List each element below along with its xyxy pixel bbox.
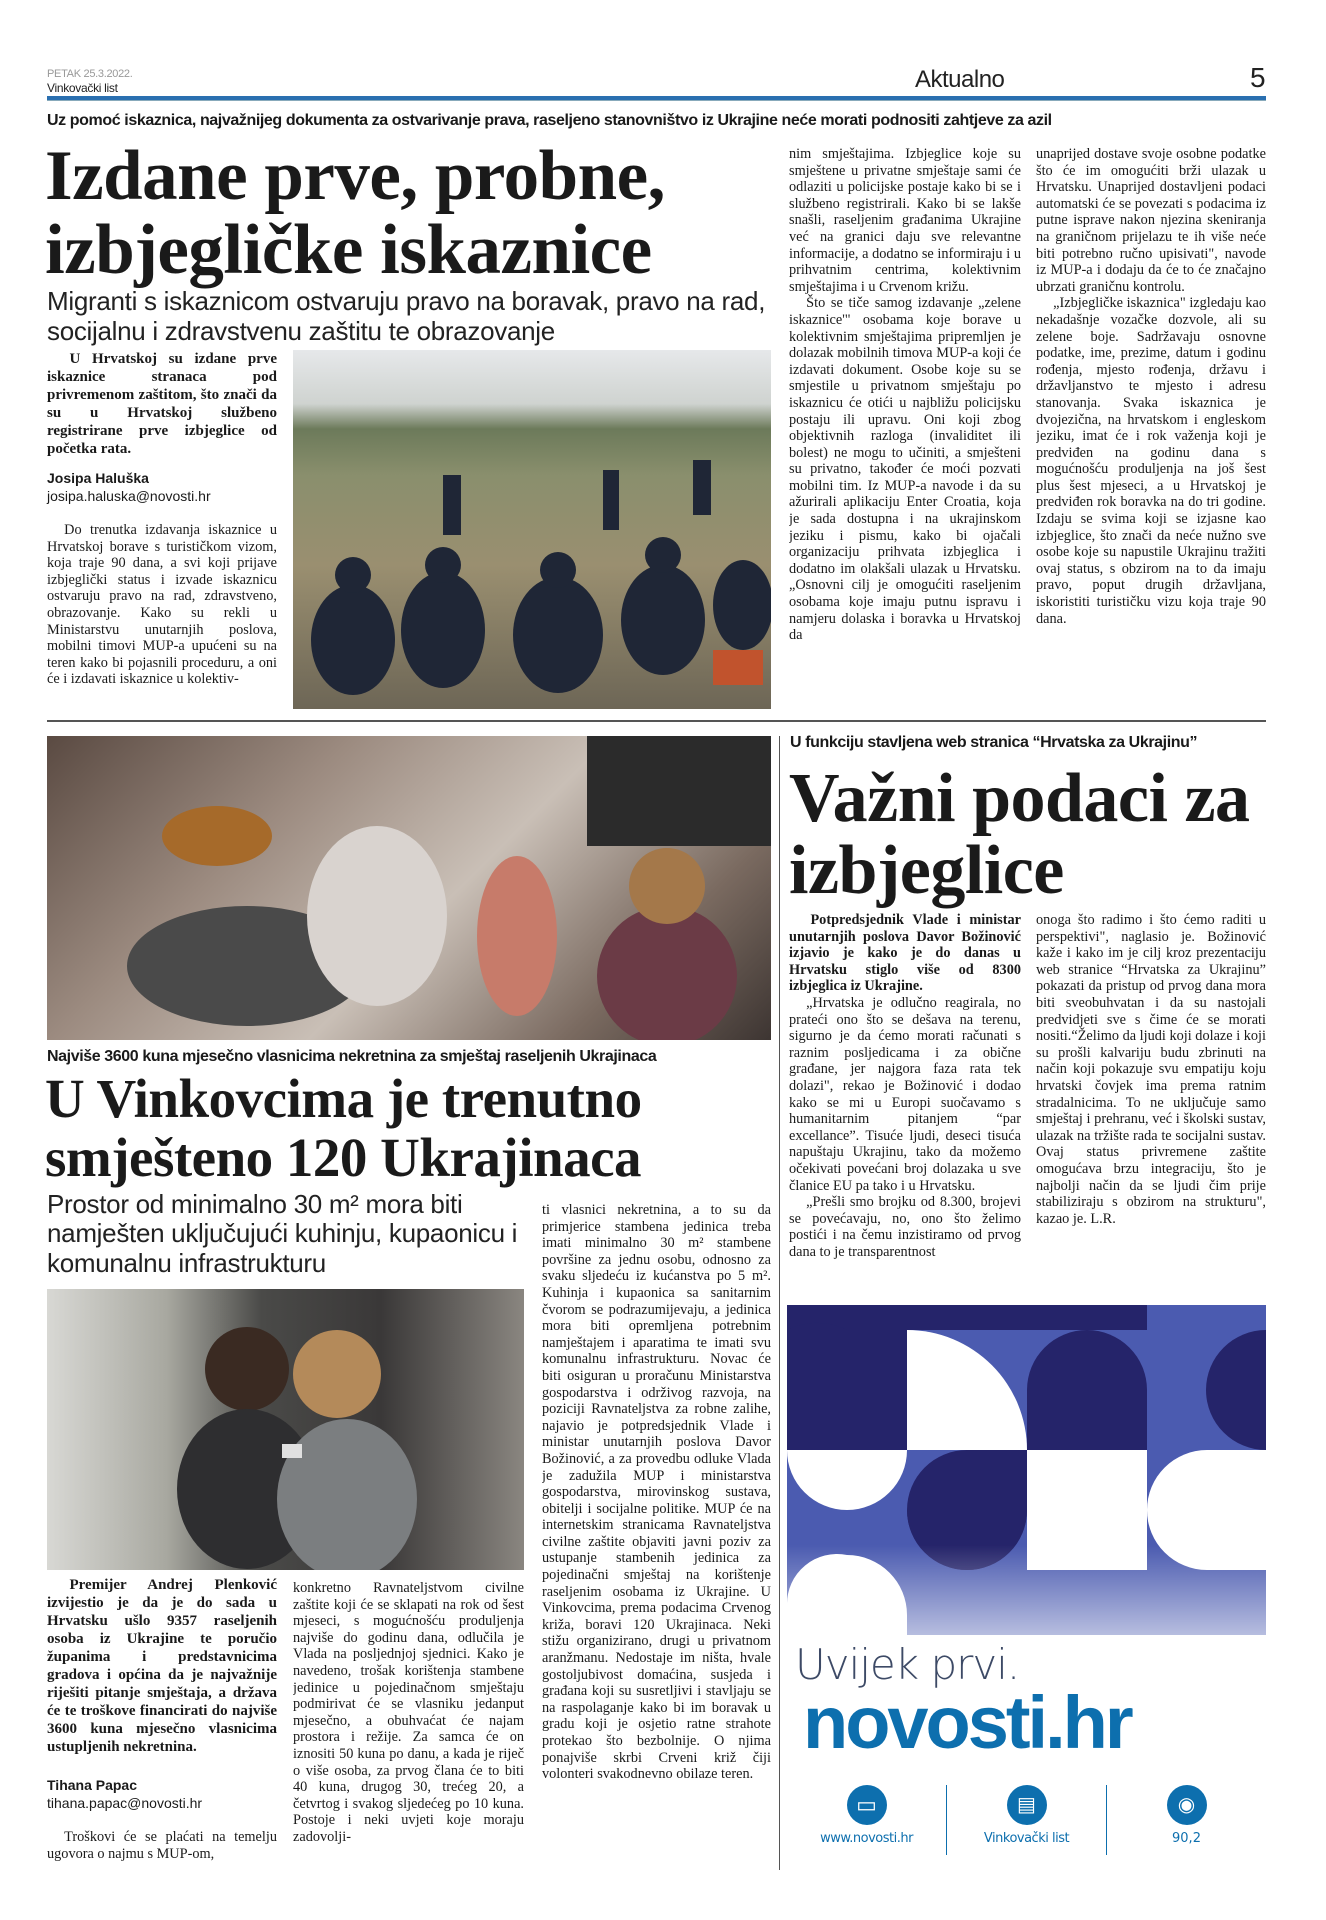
article3-column-2 <box>1036 912 1266 1292</box>
article3-kicker: U funkciju stavljena web stranica “Hrvatska za Ukrajinu” <box>790 734 1198 751</box>
article2-kicker: Najviše 3600 kuna mjesečno vlasnicima nekretnina za smještaj raseljenih Ukrajinaca <box>47 1048 657 1065</box>
article1-kicker: Uz pomoć iskaznica, najvažnijeg dokumenta za ostvarivanje prava, raseljeno stanovništvo iz Ukrajine neće morati podnositi zahtjeve za azil <box>47 112 1052 129</box>
article1-email[interactable]: josipa.haluska@novosti.hr <box>47 488 211 504</box>
article2-subheadline: Prostor od minimalno 30 m² mora biti namješten uključujući kuhinju, kupaonicu i komunalnu infrastrukturu <box>47 1189 518 1278</box>
article2-lead: Premijer Andrej Plenković izvijestio je da je do sada u Hrvatsku ušlo 9357 raseljenih osoba iz Ukrajine te poručio županima i predstavnicima gradova i općina da je najvažnije riješiti pitanje smještaja, a država će te troškove financirati do najviše 3600 kuna mjesečno vlasnicima ustupljenih nekretnina. <box>47 1577 277 1755</box>
article1-headline: Izdane prve, probne, izbjegličke iskaznice <box>45 137 665 289</box>
page-number: 5 <box>1250 62 1266 93</box>
paragraph: unaprijed dostave svoje osobne podatke što će im omogućiti brži ulazak u Hrvatsku. Unaprijed dostavljeni podaci automatski će se povezati s podacima iz putne isprave nakon njezina skeniranja na graničnom prijelazu te ih više neće biti potrebno ručno upisivati", navode iz MUP-a i dodaju da će to će značajno ubrzati graničnu kontrolu. <box>1036 146 1266 295</box>
article2-column-2 <box>293 1580 524 1870</box>
channel-radio[interactable] <box>1107 1785 1266 1855</box>
paragraph: „Izbjegličke iskaznica" izgledaju kao nekadašnje vozačke dozvole, ali su zelene boje. Sadržavaju osnovne podatke, ime, prezime, datum i godinu rođenja, mjesto rođenja, državu i državljanstvo te mjesto i adresu stanovanja. Svaka iskaznica je dvojezična, na hrvatskom i engleskom jeziku, imat će i rok važenja koji je predviđen na godinu dana s mogućnošću produljenja na još šest plus šest mjeseci, a u Hrvatskoj je predviđen rok boravka na do tri godine. Izdaju se svima koji se izjasne kao izbjeglice, što znači da neće nužno sve osobe koje su napustile Ukrajinu tražiti ovaj status, s obzirom na to da imaju pravo, poput drugih državljana, iskoristiti turističku vizu koja traje 90 dana. <box>1036 295 1266 627</box>
article2-headline: U Vinkovcima je trenutno smješteno 120 Ukrajinaca <box>45 1068 642 1188</box>
paragraph: Što se tiče samog izdavanje „zelene iskaznice'" osobama koje borave u kolektivnim smještajima pripremljen je dolazak mobilnih timova MUP-a koji će izdavati dokument. Osobe koje su se smjestile u privatnom smještaju po iskaznicu će otići u najbližu policijsku postaju ili upravu. Oni koji zbog objektivnih razloga (invaliditet ili bolest) ne mogu to učiniti, a smješteni su privatno, također će moći pozvati mobilni tim. Iz MUP-a navode i da su ažurirali aplikaciju Enter Croatia, koja je sada dostupna i na ukrajinskom jeziku i pismu, kako bi ojačali organizaciju prihvata izbjeglica i dodatno im olakšali ulazak u Hrvatsku. „Osnovni cilj je omogućiti raseljenim osobama koje imaju putnu ispravu i namjeru dolaska i boravka u Hrvatskoj da <box>789 295 1021 644</box>
ad-slogan: Uvijek prvi. <box>795 1640 1020 1689</box>
paragraph: „Hrvatska je odlučno reagirala, no prateći ono što se dešava na terenu, sigurno je da ćemo morati računati s raznim posljedicama i za obične građane, jer najgora faza rata tek dolazi", rekao je Božinović i dodao kako se mi u Europi suočavamo s humanitarnim pitanjem “par excellance”. Tisuće ljudi, deseci tisuća napuštaju Ukrajinu, tako da možemo očekivati povećani broj dolazaka u sve članice EU pa tako i u Hrvatsku. <box>789 994 1021 1194</box>
article3-column-1 <box>789 912 1021 1292</box>
article2-email[interactable]: tihana.papac@novosti.hr <box>47 1795 203 1811</box>
ad-pattern <box>787 1305 1266 1868</box>
publication-name: Vinkovački list <box>47 81 118 95</box>
article3-lead: Potpredsjednik Vlade i ministar unutarnjih poslova Davor Božinović izjavio je kako je do danas u Hrvatsku stiglo više od 8300 izbjeglica iz Ukrajine. <box>789 912 1021 995</box>
channel-newspaper[interactable] <box>947 1785 1107 1855</box>
refugees-camp-photo <box>293 350 771 709</box>
article3-headline: Važni podaci za izbjeglice <box>789 760 1250 910</box>
paragraph: nim smještajima. Izbjeglice koje su smještene u privatne smještaje sami će odlaziti u policijske postaje kako bi se i službeno registrirali. Kako bi se lakše snašli, raseljenim građanima Ukrajine već na granici daju sve relevantne informacije, a dodatno se informiraju i u prihvatnim centrima, kolektivnim smještajima i u Crvenom križu. <box>789 146 1021 295</box>
photo-figures <box>47 736 771 1040</box>
article2-author: Tihana Papac <box>47 1777 138 1793</box>
article2-column-1 <box>47 1829 277 1869</box>
channel-label: Vinkovački list <box>983 1831 1070 1846</box>
article1-column-3 <box>1036 146 1266 709</box>
paragraph: Do trenutka izdavanja iskaznice u Hrvatskoj borave s turističkom vizom, koja traje 90 dana, a svi koji prijave izbjeglički status i izvade iskaznicu ostvaruju pravo na rad, zdravstveno, obrazovanje. Kako su rekli u Ministarstvu unutarnjih poslova, mobilni timovi MUP-a upućeni su na teren kako bi pojasnili proceduru, a oni će i izdavati iskaznice u kolektiv- <box>47 522 277 688</box>
article2-column-3 <box>542 1202 771 1872</box>
section-title: Aktualno <box>915 66 1005 93</box>
article1-column-2 <box>789 146 1021 709</box>
channel-label: 90,2 <box>1172 1831 1201 1846</box>
channel-label: www.novosti.hr <box>820 1831 913 1846</box>
photo-figures <box>293 350 771 709</box>
header-rule <box>47 96 1266 101</box>
novosti-logo[interactable]: novosti.hr <box>803 1681 1131 1764</box>
article1-author: Josipa Haluška <box>47 470 149 486</box>
radio-tower-icon: ◉ <box>1167 1785 1207 1825</box>
newspaper-icon: ▤ <box>1007 1785 1047 1825</box>
photo-figures <box>47 1289 524 1570</box>
paragraph: ti vlasnici nekretnina, a to su da primjerice stambena jedinica treba imati minimalno 30 m² stambene površine za jednu osobu, odnosno za svaku sljedeću iz kućanstva po 5 m². Kuhinja i kupaonica sa sanitarnim čvorom se podrazumijevaju, a jedinica mora biti opremljena potrebnim namještajem i aparatima te imati svu komunalnu infrastrukturu. Novac će biti osiguran u proračunu Ministarstva gospodarstva i održivog razvoja, na poziciji Ravnateljstva za robne zalihe, najavio je potpredsjednik Vlade i ministar unutarnjih poslova Davor Božinović, a za provedbu odluke Vlada je zadužila MUP i ministarstva gospodarstva, mirovinskog sustava, obitelji i socijalne politike. MUP će na internetskim stranicama Ravnateljstva civilne zaštite objaviti javni poziv za ustupanje stambenih jedinica za pojedinačni smještaj na korištenje raseljenim osobama iz Ukrajine. U Vinkovcima, prema podacima Crvenog križa, boravi 120 Ukrajinaca. Neki stižu organizirano, drugi u privatnom aranžmanu. Nedostaje im ništa, hvale gostoljubivost domaćina, susjeda i građana koji su susretljivi i stavljaju se na raspolaganje kako bi im boravak u gradu koji je osjetio ratne strahote protekao što bezbolnije. O njima ponajviše skrbi Crveni križ čiji volonteri svakodnevno obilaze teren. <box>542 1202 771 1783</box>
paragraph: Troškovi će se plaćati na temelju ugovora o najmu s MUP-om, <box>47 1829 277 1862</box>
channel-web[interactable] <box>787 1785 947 1855</box>
paragraph: onoga što radimo i što ćemo raditi u perspektivi", naglasio je. Božinović kaže i kako im je cilj kroz prezentaciju web stranice “Hrvatska za Ukrajinu” pokazati da pristup od prvog dana mora biti sveobuhvatan i da su nastojali predvidjeti sve s čime će se morati nositi.“Želimo da ljudi koji dolaze i koji su prošli kalvariju budu zbrinuti na način koji pokazuje svu empatiju koju hrvatski čovjek ima prema ratnim stradalnicima. To ne uključuje samo smještaj i prehranu, već i školski sustav, ulazak na tržište rada te socijalni sustav. Ovaj status privremene zaštite omogućava brzu integraciju, što je najbolji način da se ljudi čim prije stabiliziraju s obzirom na strukturu", kazao je. L.R. <box>1036 912 1266 1227</box>
issue-date: PETAK 25.3.2022. <box>47 68 133 80</box>
children-with-snacks-photo <box>47 736 771 1040</box>
article1-lead: U Hrvatskoj su izdane prve iskaznice stranaca pod privremenom zaštitom, što znači da su u Hrvatskoj službeno registrirane prve izbjeglice od početka rata. <box>47 351 277 457</box>
novosti-advertisement[interactable] <box>787 1305 1266 1868</box>
column-divider <box>779 736 780 1870</box>
article1-subheadline: Migranti s iskaznicom ostvaruju pravo na boravak, pravo na rad, socijalnu i zdravstvenu zaštitu te obrazovanje <box>47 286 766 346</box>
monitor-icon: ▭ <box>847 1785 887 1825</box>
paragraph: „Prešli smo brojku od 8.300, brojevi se povećavaju, no, ono što želimo postići i na čemu inzistiramo od prvog dana to je transparentnost <box>789 1194 1021 1260</box>
section-divider <box>47 720 1266 722</box>
girls-with-phone-photo <box>47 1289 524 1570</box>
paragraph: konkretno Ravnateljstvom civilne zaštite koji će se sklapati na rok od šest mjeseci, s mogućnošću produljenja najviše do godinu dana, odlučila je Vlada na posljednjoj sjednici. Kako je navedeno, trošak korištenja stambene jedinice u pojedinačnom smještaju podmirivat će se vlasniku jedanput mjesečno, a obuhvaćat će najam prostora i režije. Za samca će on iznositi 50 kuna po danu, a kada je riječ o više osoba, za prvog člana će to biti 40 kuna, drugog 30, trećeg 20, a četvrtog i svakog sljedećeg po 10 kuna. Postoje i neki uvjeti koje moraju zadovolji- <box>293 1580 524 1845</box>
ad-channels <box>787 1785 1266 1865</box>
article1-column-1 <box>47 522 277 707</box>
